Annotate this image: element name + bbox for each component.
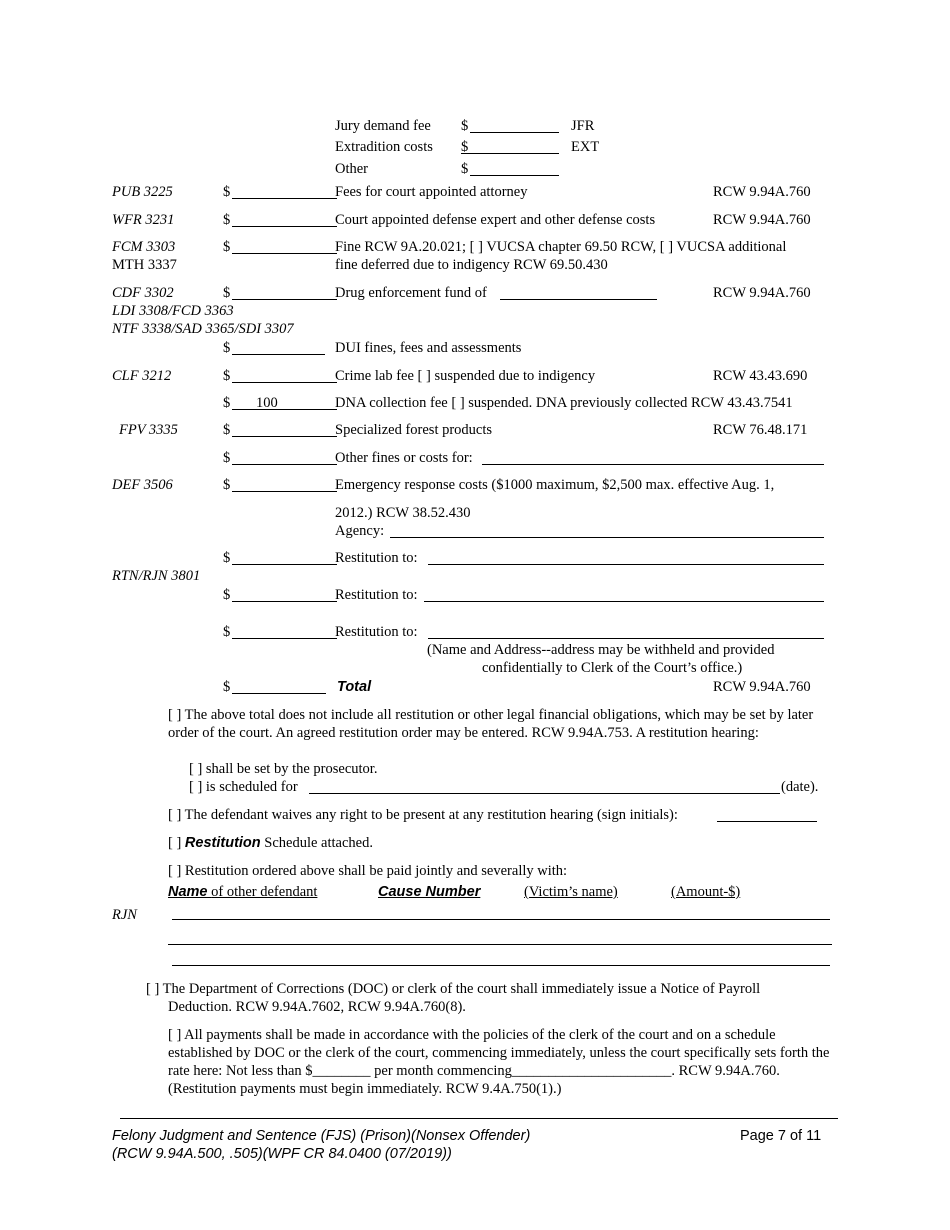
rtn2-name-field[interactable]	[424, 601, 824, 602]
pub-desc: Fees for court appointed attorney	[335, 184, 528, 200]
def-desc-2: 2012.) RCW 38.52.430	[335, 505, 471, 521]
cdf-rcw: RCW 9.94A.760	[713, 285, 811, 301]
rjn-label: RJN	[112, 907, 137, 923]
cdf-code: CDF 3302	[112, 285, 174, 301]
dna-amount: 100	[256, 395, 278, 411]
other-fines-field[interactable]	[482, 464, 824, 465]
schedule-checkbox: [ ]	[168, 835, 182, 851]
fcm-desc-2: fine deferred due to indigency RCW 69.50.430	[335, 257, 608, 273]
total-amount-field[interactable]	[232, 693, 326, 694]
wfr-amount-field[interactable]	[232, 226, 337, 227]
mth-code: MTH 3337	[112, 257, 177, 273]
wfr-currency: $	[223, 212, 231, 228]
dui-amount-field[interactable]	[232, 354, 325, 355]
footer-citation: (RCW 9.94A.500, .505)(WPF CR 84.0400 (07/2019))	[112, 1146, 452, 1162]
ldi-code: LDI 3308/FCD 3363	[112, 303, 234, 319]
codefendant-line-1[interactable]	[172, 919, 830, 920]
cdf-amount-field[interactable]	[232, 299, 337, 300]
extradition-currency: $	[461, 139, 469, 155]
jury-fee-label: Jury demand fee	[335, 118, 431, 134]
extradition-code: EXT	[571, 139, 600, 155]
payment-schedule-option[interactable]: [ ] All payments shall be made in accordance with the policies of the clerk of the court and on a schedule established by DOC or the clerk of the court, commencing immediately, unless the court specifically sets forth the rate here: Not less than $________ per month commencing______________________. RCW 9.94A.760. (Restitution payments must begin immediately. RCW 9.4A.750(1).)	[168, 1027, 830, 1097]
extradition-label: Extradition costs	[335, 139, 433, 155]
other-fines-desc: Other fines or costs for:	[335, 450, 473, 466]
wfr-rcw: RCW 9.94A.760	[713, 212, 811, 228]
footer-divider	[120, 1118, 838, 1119]
clf-currency: $	[223, 368, 231, 384]
pub-code: PUB 3225	[112, 184, 173, 200]
rtn2-label: Restitution to:	[335, 587, 418, 603]
fpv-currency: $	[223, 422, 231, 438]
other-fines-currency: $	[223, 450, 231, 466]
fcm-code: FCM 3303	[112, 239, 176, 255]
dna-amount-field[interactable]	[232, 409, 337, 410]
schedule-attached-option[interactable]	[168, 834, 373, 852]
codefendant-line-2[interactable]	[168, 944, 832, 945]
rtn3-label: Restitution to:	[335, 624, 418, 640]
clf-rcw: RCW 43.43.690	[713, 368, 808, 384]
waiver-option[interactable]: [ ] The defendant waives any right to be present at any restitution hearing (sign initials):	[168, 807, 678, 823]
schedule-attached-text: Schedule attached.	[264, 835, 373, 851]
cdf-currency: $	[223, 285, 231, 301]
rtn1-amount-field[interactable]	[232, 564, 337, 565]
total-label: Total	[337, 679, 372, 695]
rtn-note-2: confidentially to Clerk of the Court’s office.)	[482, 660, 743, 676]
footer-title: Felony Judgment and Sentence (FJS) (Prison)(Nonsex Offender)	[112, 1128, 531, 1144]
fpv-desc: Specialized forest products	[335, 422, 493, 438]
rtn1-label: Restitution to:	[335, 550, 418, 566]
payroll-deduction-option[interactable]: [ ] The Department of Corrections (DOC) or clerk of the court shall immediately issue a Notice of Payroll Deduction. RCW 9.94A.7602, RCW 9.94A.760(8).	[146, 981, 761, 1015]
rtn2-amount-field[interactable]	[232, 601, 337, 602]
clf-desc: Crime lab fee [ ] suspended due to indigency	[335, 368, 596, 384]
initials-field[interactable]	[717, 821, 817, 822]
clf-code: CLF 3212	[112, 368, 172, 384]
fpv-amount-field[interactable]	[232, 436, 337, 437]
restitution-total-note: [ ] The above total does not include all restitution or other legal financial obligations, which may be set by later order of the court. An agreed restitution order may be entered. RCW 9.94A.753. A restitution hearing:	[168, 707, 814, 741]
wfr-code: WFR 3231	[112, 212, 175, 228]
rtn1-currency: $	[223, 550, 231, 566]
pub-currency: $	[223, 184, 231, 200]
header-amount: (Amount-$)	[671, 884, 741, 900]
header-name-bold: Name	[168, 884, 208, 900]
fpv-code: FPV 3335	[119, 422, 178, 438]
agency-label: Agency:	[335, 523, 385, 539]
def-code: DEF 3506	[112, 477, 173, 493]
total-currency: $	[223, 679, 231, 695]
agency-field[interactable]	[390, 537, 824, 538]
date-label: (date).	[781, 779, 819, 795]
rtn1-name-field[interactable]	[428, 564, 824, 565]
rtn3-currency: $	[223, 624, 231, 640]
fcm-currency: $	[223, 239, 231, 255]
rtn3-name-field[interactable]	[428, 638, 824, 639]
total-rcw: RCW 9.94A.760	[713, 679, 811, 695]
rtn-note-1: (Name and Address--address may be withheld and provided	[427, 642, 775, 658]
set-by-prosecutor-option[interactable]: [ ] shall be set by the prosecutor.	[189, 761, 378, 777]
jury-fee-amount-field[interactable]	[470, 132, 559, 133]
other-fee-currency: $	[461, 161, 469, 177]
other-fines-amount-field[interactable]	[232, 464, 337, 465]
def-currency: $	[223, 477, 231, 493]
drug-fund-field[interactable]	[500, 299, 657, 300]
rtn-code: RTN/RJN 3801	[112, 568, 201, 584]
fpv-rcw: RCW 76.48.171	[713, 422, 808, 438]
clf-amount-field[interactable]	[232, 382, 337, 383]
extradition-amount-field[interactable]	[461, 153, 559, 154]
schedule-restitution-label: Restitution	[184, 835, 261, 851]
page-number: Page 7 of 11	[740, 1128, 822, 1144]
cdf-desc: Drug enforcement fund of	[335, 285, 487, 301]
ntf-code: NTF 3338/SAD 3365/SDI 3307	[112, 321, 294, 337]
scheduled-date-field[interactable]	[309, 793, 780, 794]
fcm-amount-field[interactable]	[232, 253, 337, 254]
wfr-desc: Court appointed defense expert and other defense costs	[335, 212, 656, 228]
def-amount-field[interactable]	[232, 491, 337, 492]
jury-fee-currency: $	[461, 118, 469, 134]
other-fee-label: Other	[335, 161, 369, 177]
codefendant-line-3[interactable]	[172, 965, 830, 966]
header-cause-number: Cause Number	[378, 884, 481, 900]
header-name-rest: of other defendant	[211, 884, 318, 900]
header-victim-name: (Victim’s name)	[524, 884, 618, 900]
dui-currency: $	[223, 340, 231, 356]
header-defendant-name	[168, 883, 317, 901]
scheduled-option[interactable]: [ ] is scheduled for	[189, 779, 298, 795]
rtn2-currency: $	[223, 587, 231, 603]
joint-several-option[interactable]: [ ] Restitution ordered above shall be paid jointly and severally with:	[168, 863, 568, 879]
pub-amount-field[interactable]	[232, 198, 337, 199]
pub-rcw: RCW 9.94A.760	[713, 184, 811, 200]
rtn3-amount-field[interactable]	[232, 638, 337, 639]
dna-currency: $	[223, 395, 231, 411]
fcm-desc: Fine RCW 9A.20.021; [ ] VUCSA chapter 69.50 RCW, [ ] VUCSA additional	[335, 239, 787, 255]
def-desc: Emergency response costs ($1000 maximum, $2,500 max. effective Aug. 1,	[335, 477, 775, 493]
other-fee-amount-field[interactable]	[470, 175, 559, 176]
dna-desc: DNA collection fee [ ] suspended. DNA previously collected RCW 43.43.7541	[335, 395, 793, 411]
dui-desc: DUI fines, fees and assessments	[335, 340, 522, 356]
jury-fee-code: JFR	[571, 118, 595, 134]
